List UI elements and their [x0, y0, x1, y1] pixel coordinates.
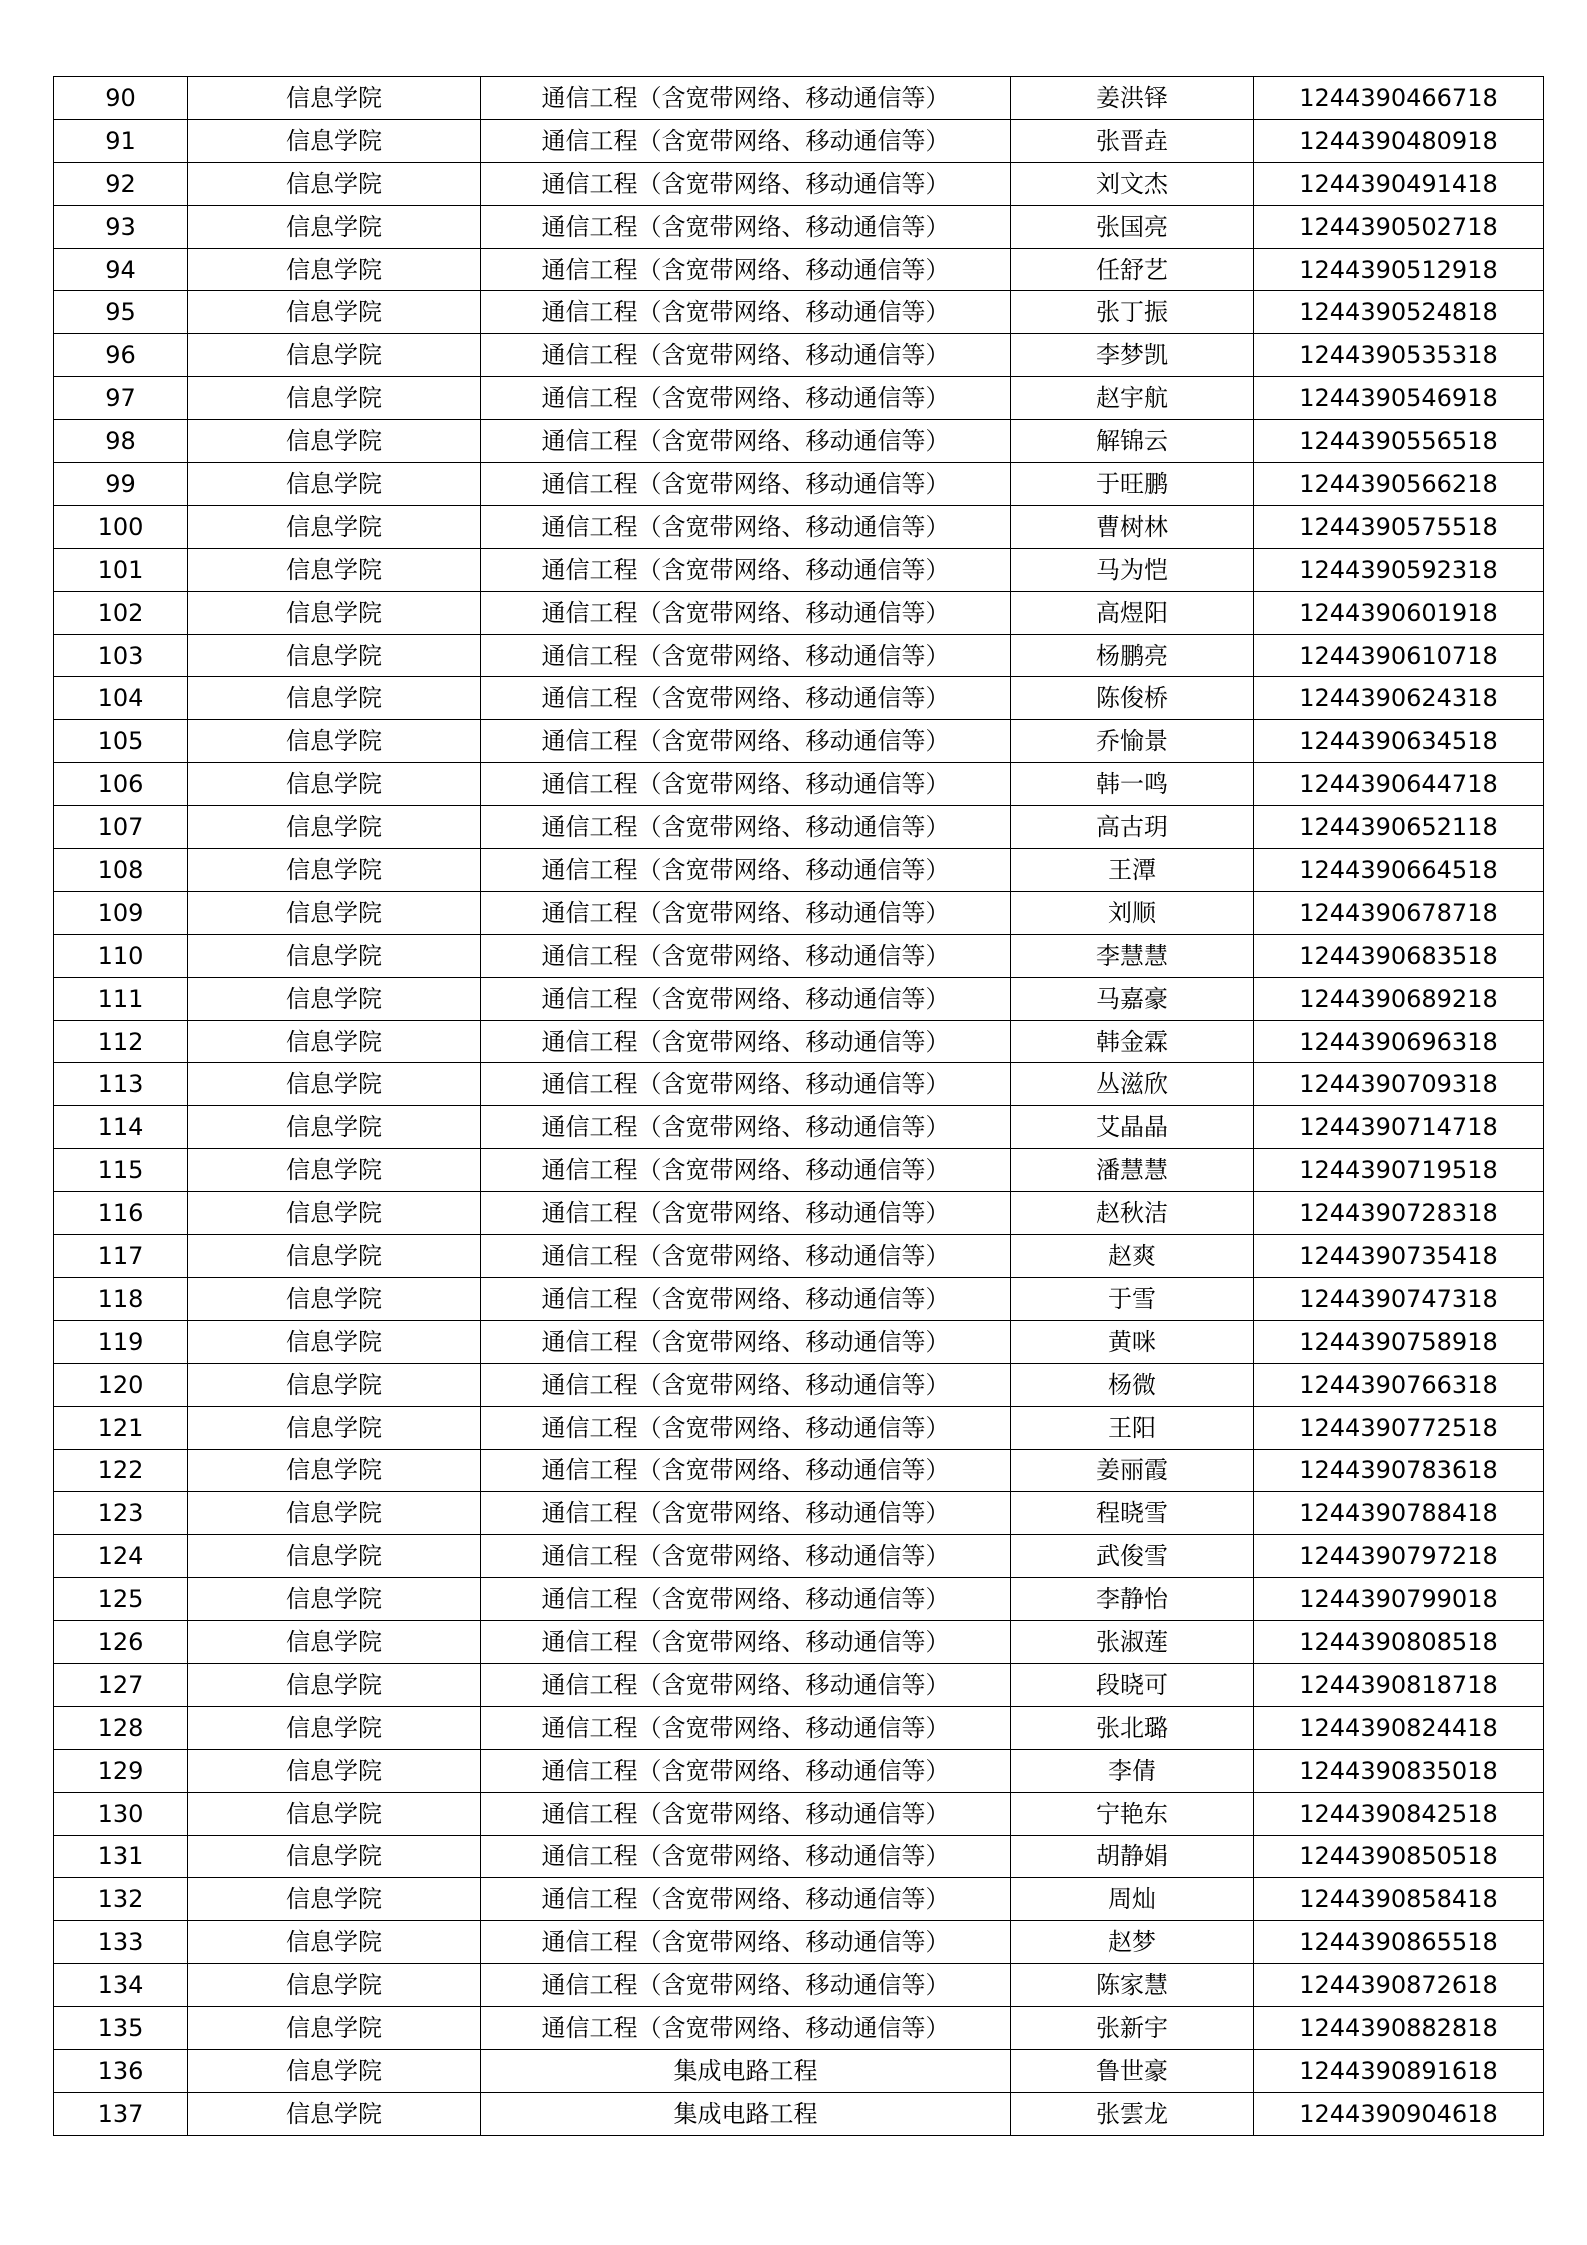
id-number-cell: 1244390747318	[1254, 1277, 1544, 1320]
row-number-cell: 111	[54, 977, 188, 1020]
major-cell: 通信工程（含宽带网络、移动通信等）	[481, 548, 1011, 591]
student-name-cell: 杨微	[1011, 1363, 1254, 1406]
major-cell: 通信工程（含宽带网络、移动通信等）	[481, 1449, 1011, 1492]
student-name-cell: 宁艳东	[1011, 1792, 1254, 1835]
major-cell: 通信工程（含宽带网络、移动通信等）	[481, 334, 1011, 377]
id-number-cell: 1244390652118	[1254, 806, 1544, 849]
student-name-cell: 张北璐	[1011, 1706, 1254, 1749]
table-row	[54, 1235, 1544, 1278]
student-name-cell: 李梦凯	[1011, 334, 1254, 377]
student-name-cell: 王潭	[1011, 849, 1254, 892]
college-cell: 信息学院	[188, 1749, 481, 1792]
row-number-cell: 122	[54, 1449, 188, 1492]
student-name-cell: 李慧慧	[1011, 934, 1254, 977]
row-number-cell: 132	[54, 1878, 188, 1921]
table-row	[54, 334, 1544, 377]
table-row	[54, 463, 1544, 506]
student-name-cell: 李倩	[1011, 1749, 1254, 1792]
major-cell: 通信工程（含宽带网络、移动通信等）	[481, 763, 1011, 806]
id-number-cell: 1244390546918	[1254, 377, 1544, 420]
table-row	[54, 1406, 1544, 1449]
major-cell: 通信工程（含宽带网络、移动通信等）	[481, 377, 1011, 420]
id-number-cell: 1244390480918	[1254, 119, 1544, 162]
table-row	[54, 849, 1544, 892]
table-row	[54, 720, 1544, 763]
row-number-cell: 118	[54, 1277, 188, 1320]
major-cell: 通信工程（含宽带网络、移动通信等）	[481, 1363, 1011, 1406]
table-row	[54, 1192, 1544, 1235]
major-cell: 通信工程（含宽带网络、移动通信等）	[481, 934, 1011, 977]
major-cell: 通信工程（含宽带网络、移动通信等）	[481, 1106, 1011, 1149]
table-row	[54, 505, 1544, 548]
college-cell: 信息学院	[188, 1277, 481, 1320]
student-name-cell: 张淑莲	[1011, 1621, 1254, 1664]
row-number-cell: 125	[54, 1578, 188, 1621]
row-number-cell: 124	[54, 1535, 188, 1578]
student-list-table	[53, 76, 1544, 2136]
id-number-cell: 1244390818718	[1254, 1663, 1544, 1706]
row-number-cell: 112	[54, 1020, 188, 1063]
id-number-cell: 1244390766318	[1254, 1363, 1544, 1406]
college-cell: 信息学院	[188, 205, 481, 248]
major-cell: 通信工程（含宽带网络、移动通信等）	[481, 720, 1011, 763]
major-cell: 通信工程（含宽带网络、移动通信等）	[481, 291, 1011, 334]
id-number-cell: 1244390610718	[1254, 634, 1544, 677]
major-cell: 通信工程（含宽带网络、移动通信等）	[481, 1921, 1011, 1964]
student-name-cell: 刘文杰	[1011, 162, 1254, 205]
college-cell: 信息学院	[188, 1878, 481, 1921]
college-cell: 信息学院	[188, 463, 481, 506]
table-row	[54, 1663, 1544, 1706]
id-number-cell: 1244390824418	[1254, 1706, 1544, 1749]
student-name-cell: 程晓雪	[1011, 1492, 1254, 1535]
major-cell: 通信工程（含宽带网络、移动通信等）	[481, 1749, 1011, 1792]
row-number-cell: 105	[54, 720, 188, 763]
id-number-cell: 1244390783618	[1254, 1449, 1544, 1492]
id-number-cell: 1244390601918	[1254, 591, 1544, 634]
college-cell: 信息学院	[188, 1320, 481, 1363]
table-row	[54, 591, 1544, 634]
major-cell: 通信工程（含宽带网络、移动通信等）	[481, 1235, 1011, 1278]
table-row	[54, 2092, 1544, 2135]
id-number-cell: 1244390772518	[1254, 1406, 1544, 1449]
id-number-cell: 1244390904618	[1254, 2092, 1544, 2135]
table-row	[54, 248, 1544, 291]
table-row	[54, 1792, 1544, 1835]
major-cell: 通信工程（含宽带网络、移动通信等）	[481, 1320, 1011, 1363]
table-row	[54, 205, 1544, 248]
id-number-cell: 1244390714718	[1254, 1106, 1544, 1149]
college-cell: 信息学院	[188, 720, 481, 763]
table-row	[54, 1621, 1544, 1664]
table-row	[54, 420, 1544, 463]
college-cell: 信息学院	[188, 377, 481, 420]
college-cell: 信息学院	[188, 291, 481, 334]
row-number-cell: 104	[54, 677, 188, 720]
major-cell: 通信工程（含宽带网络、移动通信等）	[481, 77, 1011, 120]
major-cell: 通信工程（含宽带网络、移动通信等）	[481, 1192, 1011, 1235]
student-name-cell: 解锦云	[1011, 420, 1254, 463]
college-cell: 信息学院	[188, 505, 481, 548]
student-name-cell: 丛滋欣	[1011, 1063, 1254, 1106]
row-number-cell: 96	[54, 334, 188, 377]
row-number-cell: 108	[54, 849, 188, 892]
student-name-cell: 韩一鸣	[1011, 763, 1254, 806]
college-cell: 信息学院	[188, 2092, 481, 2135]
id-number-cell: 1244390835018	[1254, 1749, 1544, 1792]
major-cell: 通信工程（含宽带网络、移动通信等）	[481, 1878, 1011, 1921]
id-number-cell: 1244390535318	[1254, 334, 1544, 377]
student-name-cell: 李静怡	[1011, 1578, 1254, 1621]
id-number-cell: 1244390556518	[1254, 420, 1544, 463]
table-row	[54, 1964, 1544, 2007]
college-cell: 信息学院	[188, 591, 481, 634]
college-cell: 信息学院	[188, 77, 481, 120]
major-cell: 通信工程（含宽带网络、移动通信等）	[481, 119, 1011, 162]
id-number-cell: 1244390850518	[1254, 1835, 1544, 1878]
college-cell: 信息学院	[188, 891, 481, 934]
table-row	[54, 1535, 1544, 1578]
row-number-cell: 117	[54, 1235, 188, 1278]
table-row	[54, 1921, 1544, 1964]
student-name-cell: 武俊雪	[1011, 1535, 1254, 1578]
student-name-cell: 周灿	[1011, 1878, 1254, 1921]
row-number-cell: 103	[54, 634, 188, 677]
major-cell: 通信工程（含宽带网络、移动通信等）	[481, 591, 1011, 634]
major-cell: 通信工程（含宽带网络、移动通信等）	[481, 849, 1011, 892]
major-cell: 集成电路工程	[481, 2049, 1011, 2092]
table-row	[54, 763, 1544, 806]
student-name-cell: 赵爽	[1011, 1235, 1254, 1278]
row-number-cell: 130	[54, 1792, 188, 1835]
table-row	[54, 934, 1544, 977]
student-name-cell: 张国亮	[1011, 205, 1254, 248]
row-number-cell: 133	[54, 1921, 188, 1964]
student-name-cell: 张晋垚	[1011, 119, 1254, 162]
major-cell: 通信工程（含宽带网络、移动通信等）	[481, 205, 1011, 248]
student-name-cell: 胡静娟	[1011, 1835, 1254, 1878]
college-cell: 信息学院	[188, 1192, 481, 1235]
id-number-cell: 1244390696318	[1254, 1020, 1544, 1063]
id-number-cell: 1244390842518	[1254, 1792, 1544, 1835]
student-name-cell: 赵秋洁	[1011, 1192, 1254, 1235]
row-number-cell: 123	[54, 1492, 188, 1535]
id-number-cell: 1244390797218	[1254, 1535, 1544, 1578]
major-cell: 通信工程（含宽带网络、移动通信等）	[481, 2007, 1011, 2050]
student-name-cell: 杨鹏亮	[1011, 634, 1254, 677]
college-cell: 信息学院	[188, 763, 481, 806]
table-row	[54, 291, 1544, 334]
row-number-cell: 129	[54, 1749, 188, 1792]
student-name-cell: 乔愉景	[1011, 720, 1254, 763]
student-name-cell: 王阳	[1011, 1406, 1254, 1449]
id-number-cell: 1244390624318	[1254, 677, 1544, 720]
student-name-cell: 刘顺	[1011, 891, 1254, 934]
row-number-cell: 127	[54, 1663, 188, 1706]
major-cell: 通信工程（含宽带网络、移动通信等）	[481, 1277, 1011, 1320]
student-name-cell: 张雲龙	[1011, 2092, 1254, 2135]
row-number-cell: 137	[54, 2092, 188, 2135]
college-cell: 信息学院	[188, 420, 481, 463]
id-number-cell: 1244390644718	[1254, 763, 1544, 806]
college-cell: 信息学院	[188, 1921, 481, 1964]
student-name-cell: 于旺鹏	[1011, 463, 1254, 506]
id-number-cell: 1244390758918	[1254, 1320, 1544, 1363]
table-row	[54, 377, 1544, 420]
table-row	[54, 891, 1544, 934]
college-cell: 信息学院	[188, 1020, 481, 1063]
table-row	[54, 1878, 1544, 1921]
table-row	[54, 977, 1544, 1020]
college-cell: 信息学院	[188, 977, 481, 1020]
student-name-cell: 陈俊桥	[1011, 677, 1254, 720]
student-name-cell: 艾晶晶	[1011, 1106, 1254, 1149]
college-cell: 信息学院	[188, 1792, 481, 1835]
id-number-cell: 1244390592318	[1254, 548, 1544, 591]
table-row	[54, 634, 1544, 677]
id-number-cell: 1244390891618	[1254, 2049, 1544, 2092]
college-cell: 信息学院	[188, 806, 481, 849]
id-number-cell: 1244390735418	[1254, 1235, 1544, 1278]
table-row	[54, 1749, 1544, 1792]
major-cell: 通信工程（含宽带网络、移动通信等）	[481, 505, 1011, 548]
row-number-cell: 90	[54, 77, 188, 120]
college-cell: 信息学院	[188, 248, 481, 291]
major-cell: 通信工程（含宽带网络、移动通信等）	[481, 463, 1011, 506]
id-number-cell: 1244390872618	[1254, 1964, 1544, 2007]
table-row	[54, 548, 1544, 591]
major-cell: 通信工程（含宽带网络、移动通信等）	[481, 162, 1011, 205]
student-name-cell: 曹树林	[1011, 505, 1254, 548]
college-cell: 信息学院	[188, 634, 481, 677]
major-cell: 通信工程（含宽带网络、移动通信等）	[481, 1964, 1011, 2007]
student-name-cell: 潘慧慧	[1011, 1149, 1254, 1192]
id-number-cell: 1244390808518	[1254, 1621, 1544, 1664]
table-row	[54, 1363, 1544, 1406]
id-number-cell: 1244390678718	[1254, 891, 1544, 934]
table-row	[54, 1578, 1544, 1621]
table-row	[54, 1320, 1544, 1363]
table-row	[54, 1020, 1544, 1063]
id-number-cell: 1244390575518	[1254, 505, 1544, 548]
table-row	[54, 162, 1544, 205]
row-number-cell: 99	[54, 463, 188, 506]
row-number-cell: 116	[54, 1192, 188, 1235]
row-number-cell: 135	[54, 2007, 188, 2050]
major-cell: 通信工程（含宽带网络、移动通信等）	[481, 1706, 1011, 1749]
college-cell: 信息学院	[188, 1106, 481, 1149]
id-number-cell: 1244390858418	[1254, 1878, 1544, 1921]
major-cell: 通信工程（含宽带网络、移动通信等）	[481, 1063, 1011, 1106]
college-cell: 信息学院	[188, 1063, 481, 1106]
table-row	[54, 1149, 1544, 1192]
id-number-cell: 1244390865518	[1254, 1921, 1544, 1964]
student-name-cell: 高煜阳	[1011, 591, 1254, 634]
student-name-cell: 段晓可	[1011, 1663, 1254, 1706]
table-row	[54, 1492, 1544, 1535]
college-cell: 信息学院	[188, 1663, 481, 1706]
major-cell: 通信工程（含宽带网络、移动通信等）	[481, 1663, 1011, 1706]
table-row	[54, 1106, 1544, 1149]
row-number-cell: 98	[54, 420, 188, 463]
college-cell: 信息学院	[188, 1964, 481, 2007]
major-cell: 通信工程（含宽带网络、移动通信等）	[481, 1149, 1011, 1192]
student-name-cell: 姜洪铎	[1011, 77, 1254, 120]
row-number-cell: 121	[54, 1406, 188, 1449]
table-row	[54, 1835, 1544, 1878]
id-number-cell: 1244390709318	[1254, 1063, 1544, 1106]
major-cell: 通信工程（含宽带网络、移动通信等）	[481, 420, 1011, 463]
id-number-cell: 1244390524818	[1254, 291, 1544, 334]
college-cell: 信息学院	[188, 162, 481, 205]
student-name-cell: 高古玥	[1011, 806, 1254, 849]
id-number-cell: 1244390491418	[1254, 162, 1544, 205]
id-number-cell: 1244390512918	[1254, 248, 1544, 291]
college-cell: 信息学院	[188, 548, 481, 591]
row-number-cell: 102	[54, 591, 188, 634]
major-cell: 通信工程（含宽带网络、移动通信等）	[481, 634, 1011, 677]
major-cell: 通信工程（含宽带网络、移动通信等）	[481, 1535, 1011, 1578]
row-number-cell: 100	[54, 505, 188, 548]
row-number-cell: 97	[54, 377, 188, 420]
college-cell: 信息学院	[188, 1535, 481, 1578]
row-number-cell: 115	[54, 1149, 188, 1192]
college-cell: 信息学院	[188, 1406, 481, 1449]
table-row	[54, 806, 1544, 849]
table-row	[54, 77, 1544, 120]
row-number-cell: 128	[54, 1706, 188, 1749]
id-number-cell: 1244390466718	[1254, 77, 1544, 120]
major-cell: 通信工程（含宽带网络、移动通信等）	[481, 977, 1011, 1020]
college-cell: 信息学院	[188, 1363, 481, 1406]
major-cell: 集成电路工程	[481, 2092, 1011, 2135]
student-name-cell: 马嘉豪	[1011, 977, 1254, 1020]
id-number-cell: 1244390566218	[1254, 463, 1544, 506]
college-cell: 信息学院	[188, 1621, 481, 1664]
id-number-cell: 1244390882818	[1254, 2007, 1544, 2050]
college-cell: 信息学院	[188, 677, 481, 720]
id-number-cell: 1244390683518	[1254, 934, 1544, 977]
major-cell: 通信工程（含宽带网络、移动通信等）	[481, 1020, 1011, 1063]
row-number-cell: 120	[54, 1363, 188, 1406]
major-cell: 通信工程（含宽带网络、移动通信等）	[481, 806, 1011, 849]
row-number-cell: 119	[54, 1320, 188, 1363]
table-row	[54, 1449, 1544, 1492]
row-number-cell: 131	[54, 1835, 188, 1878]
id-number-cell: 1244390664518	[1254, 849, 1544, 892]
college-cell: 信息学院	[188, 1706, 481, 1749]
id-number-cell: 1244390502718	[1254, 205, 1544, 248]
id-number-cell: 1244390689218	[1254, 977, 1544, 1020]
major-cell: 通信工程（含宽带网络、移动通信等）	[481, 1621, 1011, 1664]
row-number-cell: 109	[54, 891, 188, 934]
row-number-cell: 107	[54, 806, 188, 849]
student-name-cell: 任舒艺	[1011, 248, 1254, 291]
student-name-cell: 赵梦	[1011, 1921, 1254, 1964]
row-number-cell: 114	[54, 1106, 188, 1149]
row-number-cell: 134	[54, 1964, 188, 2007]
student-name-cell: 马为恺	[1011, 548, 1254, 591]
major-cell: 通信工程（含宽带网络、移动通信等）	[481, 248, 1011, 291]
table-row	[54, 2049, 1544, 2092]
row-number-cell: 94	[54, 248, 188, 291]
college-cell: 信息学院	[188, 1492, 481, 1535]
row-number-cell: 95	[54, 291, 188, 334]
student-name-cell: 黄咪	[1011, 1320, 1254, 1363]
table-row	[54, 1277, 1544, 1320]
major-cell: 通信工程（含宽带网络、移动通信等）	[481, 891, 1011, 934]
student-name-cell: 陈家慧	[1011, 1964, 1254, 2007]
major-cell: 通信工程（含宽带网络、移动通信等）	[481, 677, 1011, 720]
table-row	[54, 2007, 1544, 2050]
college-cell: 信息学院	[188, 849, 481, 892]
table-row	[54, 119, 1544, 162]
row-number-cell: 110	[54, 934, 188, 977]
id-number-cell: 1244390634518	[1254, 720, 1544, 763]
student-name-cell: 赵宇航	[1011, 377, 1254, 420]
row-number-cell: 91	[54, 119, 188, 162]
id-number-cell: 1244390719518	[1254, 1149, 1544, 1192]
student-name-cell: 姜丽霞	[1011, 1449, 1254, 1492]
student-name-cell: 张丁振	[1011, 291, 1254, 334]
row-number-cell: 93	[54, 205, 188, 248]
college-cell: 信息学院	[188, 1149, 481, 1192]
table-row	[54, 1063, 1544, 1106]
row-number-cell: 106	[54, 763, 188, 806]
table-body	[54, 77, 1544, 2136]
student-name-cell: 韩金霖	[1011, 1020, 1254, 1063]
college-cell: 信息学院	[188, 934, 481, 977]
college-cell: 信息学院	[188, 1578, 481, 1621]
id-number-cell: 1244390728318	[1254, 1192, 1544, 1235]
student-name-cell: 张新宇	[1011, 2007, 1254, 2050]
college-cell: 信息学院	[188, 1235, 481, 1278]
college-cell: 信息学院	[188, 334, 481, 377]
row-number-cell: 113	[54, 1063, 188, 1106]
college-cell: 信息学院	[188, 1449, 481, 1492]
row-number-cell: 126	[54, 1621, 188, 1664]
college-cell: 信息学院	[188, 1835, 481, 1878]
row-number-cell: 101	[54, 548, 188, 591]
college-cell: 信息学院	[188, 2007, 481, 2050]
college-cell: 信息学院	[188, 119, 481, 162]
major-cell: 通信工程（含宽带网络、移动通信等）	[481, 1492, 1011, 1535]
id-number-cell: 1244390799018	[1254, 1578, 1544, 1621]
major-cell: 通信工程（含宽带网络、移动通信等）	[481, 1835, 1011, 1878]
table-row	[54, 1706, 1544, 1749]
college-cell: 信息学院	[188, 2049, 481, 2092]
table-row	[54, 677, 1544, 720]
id-number-cell: 1244390788418	[1254, 1492, 1544, 1535]
row-number-cell: 92	[54, 162, 188, 205]
major-cell: 通信工程（含宽带网络、移动通信等）	[481, 1578, 1011, 1621]
student-name-cell: 鲁世豪	[1011, 2049, 1254, 2092]
major-cell: 通信工程（含宽带网络、移动通信等）	[481, 1792, 1011, 1835]
row-number-cell: 136	[54, 2049, 188, 2092]
student-name-cell: 于雪	[1011, 1277, 1254, 1320]
major-cell: 通信工程（含宽带网络、移动通信等）	[481, 1406, 1011, 1449]
